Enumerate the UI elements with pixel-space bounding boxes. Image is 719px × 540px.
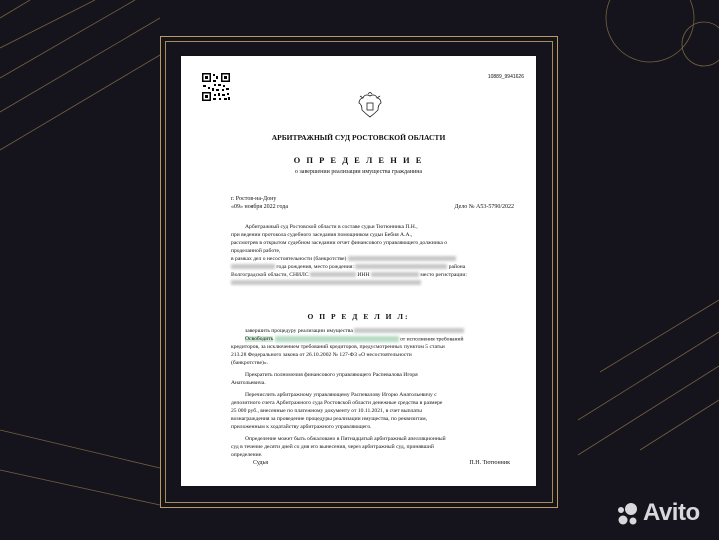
payment-line: вознаграждения за проведение процедуры реализации имущества, по реквизитам, [231, 416, 428, 422]
document-number: 10889_9941626 [487, 74, 524, 80]
judge-name: П.Н. Тютюнник [469, 460, 510, 466]
debtor-line [231, 256, 456, 264]
decision-line: (банкротстве)». [231, 360, 269, 366]
judge-label: Судья [253, 460, 269, 466]
release-word: Освободить [245, 336, 274, 343]
inn-label: ИНН [357, 272, 370, 278]
birth-suffix: района [448, 264, 466, 270]
appeal-line: определение. [231, 452, 263, 458]
avito-watermark: Avito [643, 499, 700, 526]
birth-line [231, 264, 465, 272]
intro-line: при ведении протокола судебного заседания помощником судьи Бебия А.А., [231, 232, 413, 238]
redacted-snils [310, 272, 356, 277]
case-number: Дело № А53-5790/2022 [454, 204, 514, 210]
decision-line [245, 328, 464, 336]
decision-date: «09» ноября 2022 года [231, 204, 289, 210]
avito-dots-icon [615, 502, 639, 526]
double-headed-eagle-emblem-icon [357, 92, 383, 120]
decision-line: кредиторов, за исключением требований кредиторов, предусмотренных пунктом 5 статьи [231, 344, 445, 350]
payment-line: 25 000 руб., внесенные по платежному документу от 10.11.2021, в счет выплаты [231, 408, 422, 414]
decision-line-1: завершить процедуру реализации имущества [245, 328, 353, 334]
decided-heading: О П Р Е Д Е Л И Л: [307, 312, 410, 321]
termination-line: Прекратить полномочия финансового управляющего Распевалова Игоря [245, 372, 418, 378]
redacted-debtor-highlighted [275, 336, 399, 342]
appeal-line: суд в течение десяти дней со дня его вынесения, через арбитражный суд, принявший [231, 444, 434, 450]
redacted-birthplace [355, 264, 447, 269]
appeal-line: Определение может быть обжаловано в Пятнадцатый арбитражный апелляционный [245, 436, 446, 442]
release-line [245, 336, 464, 344]
payment-line: Перечислить арбитражному управляющему Распевалову Игорю Анатольевичу с [245, 392, 437, 398]
debtor-line-prefix: в рамках дел о несостоятельности (банкротстве) [231, 256, 347, 262]
intro-line: Арбитражный суд Ростовской области в составе судьи Тютюнника П.Н., [245, 224, 418, 230]
redacted-debtor [354, 328, 464, 333]
birth-prefix: года рождения, место рождения: [276, 264, 354, 270]
payment-line: депозитного счета Арбитражного суда Ростовской области денежные средства в размере [231, 400, 443, 406]
payment-line: приложенным к ходатайству арбитражного управляющего. [231, 424, 372, 430]
termination-line: Анатольевича. [231, 380, 266, 386]
region-prefix: Волгоградской области, СНИЛС [231, 272, 309, 278]
document-subtitle: о завершении реализации имущества гражданина [294, 169, 423, 175]
reg-label: место регистрации: [420, 272, 467, 278]
decision-line: 213.28 Федерального закона от 26.10.2002 № 127-ФЗ «О несостоятельности [231, 352, 412, 358]
region-line [231, 272, 467, 280]
intro-line: рассмотрев в открытом судебном заседании отчет финансового управляющего должника о [231, 240, 448, 246]
redacted-name [348, 256, 456, 261]
intro-line: проделанной работе, [231, 248, 281, 254]
city: г. Ростов-на-Дону [231, 196, 277, 202]
qr-code-icon [201, 72, 231, 102]
redacted-birthdate [231, 264, 275, 269]
document-page [181, 56, 536, 486]
address-line [231, 280, 421, 288]
court-name: АРБИТРАЖНЫЙ СУД РОСТОВСКОЙ ОБЛАСТИ [271, 133, 446, 142]
document-title: О П Р Е Д Е Л Е Н И Е [293, 155, 424, 165]
redacted-address [231, 280, 421, 285]
release-suffix: от исполнения требований [400, 336, 464, 343]
redacted-inn [371, 272, 419, 277]
